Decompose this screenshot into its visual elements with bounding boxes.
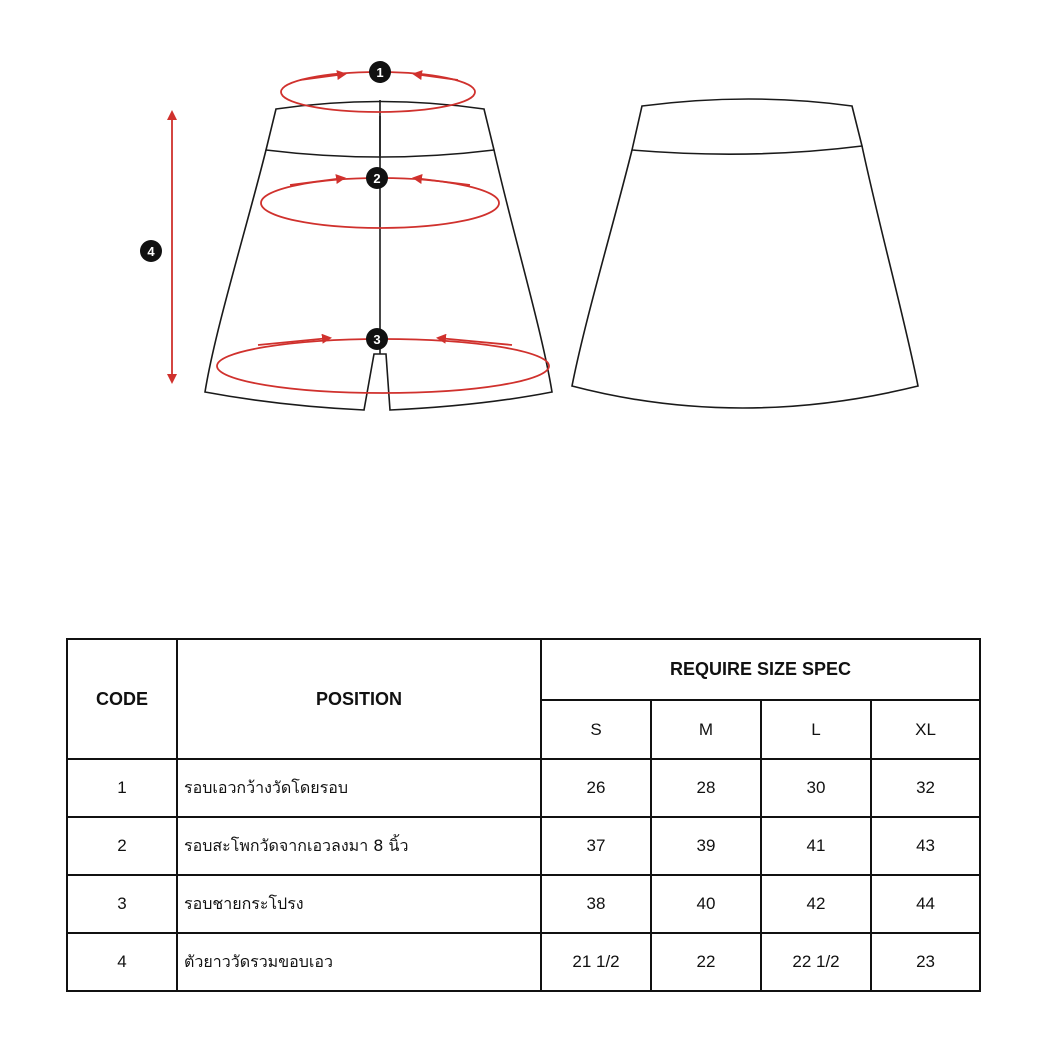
row-value-l: 30	[761, 759, 871, 817]
row-value-l: 42	[761, 875, 871, 933]
row-value-m: 22	[651, 933, 761, 991]
header-size-xl: XL	[871, 700, 980, 759]
measure-length	[140, 112, 172, 382]
skirt-front-view	[205, 100, 552, 410]
hip-arrow-left	[290, 178, 344, 185]
header-code: CODE	[67, 639, 177, 759]
measure-hem	[217, 328, 549, 393]
header-require-size-spec: REQUIRE SIZE SPEC	[541, 639, 980, 700]
row-value-s: 37	[541, 817, 651, 875]
skirt-measurement-diagram	[0, 0, 1040, 440]
row-code: 1	[67, 759, 177, 817]
row-value-xl: 32	[871, 759, 980, 817]
header-size-l: L	[761, 700, 871, 759]
row-value-l: 22 1/2	[761, 933, 871, 991]
row-position: รอบชายกระโปรง	[177, 875, 541, 933]
table-header-row	[67, 639, 980, 700]
back-waistband	[632, 99, 862, 154]
skirt-back-view	[572, 99, 918, 408]
header-size-s: S	[541, 700, 651, 759]
marker-1-label: 1	[376, 65, 384, 80]
row-position: ตัวยาววัดรวมขอบเอว	[177, 933, 541, 991]
table-row	[67, 759, 980, 817]
marker-3-label: 3	[373, 332, 381, 347]
header-position: POSITION	[177, 639, 541, 759]
row-value-m: 28	[651, 759, 761, 817]
row-code: 2	[67, 817, 177, 875]
row-value-m: 40	[651, 875, 761, 933]
row-value-s: 38	[541, 875, 651, 933]
row-code: 3	[67, 875, 177, 933]
back-skirt-body	[572, 146, 918, 408]
row-position: รอบเอวกว้างวัดโดยรอบ	[177, 759, 541, 817]
row-value-s: 21 1/2	[541, 933, 651, 991]
table-row	[67, 875, 980, 933]
hip-arrow-right	[414, 178, 470, 185]
row-value-xl: 23	[871, 933, 980, 991]
waist-arrow-right	[414, 74, 458, 80]
row-value-xl: 43	[871, 817, 980, 875]
front-skirt-body	[205, 150, 552, 410]
header-size-m: M	[651, 700, 761, 759]
row-value-xl: 44	[871, 875, 980, 933]
size-spec-table	[66, 638, 981, 992]
row-code: 4	[67, 933, 177, 991]
table-row	[67, 817, 980, 875]
marker-4-label: 4	[147, 244, 155, 259]
row-value-m: 39	[651, 817, 761, 875]
row-value-l: 41	[761, 817, 871, 875]
table-row	[67, 933, 980, 991]
marker-2-label: 2	[373, 171, 381, 186]
row-position: รอบสะโพกวัดจากเอวลงมา 8 นิ้ว	[177, 817, 541, 875]
row-value-s: 26	[541, 759, 651, 817]
